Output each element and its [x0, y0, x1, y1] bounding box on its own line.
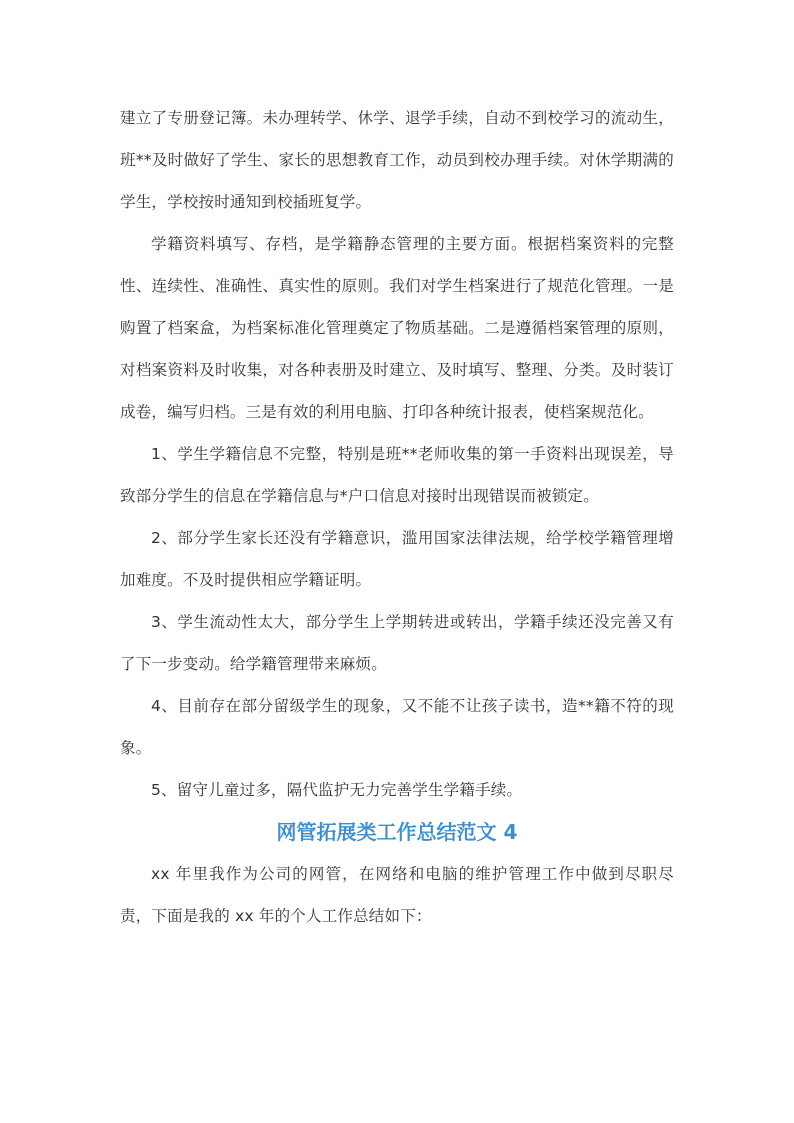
document-body: [120, 97, 674, 937]
section-heading: 网管拓展类工作总结范文 4: [276, 820, 518, 844]
list-item-1: 1、学生学籍信息不完整，特别是班**老师收集的第一手资料出现误差，导致部分学生的信息在学籍信息与*户口信息对接时出现错误而被锁定。: [120, 445, 674, 505]
paragraph-intro: xx 年里我作为公司的网管，在网络和电脑的维护管理工作中做到尽职尽责，下面是我的 xx 年的个人工作总结如下：: [120, 865, 674, 925]
paragraph-1: 建立了专册登记簿。未办理转学、休学、退学手续，自动不到校学习的流动生，班**及时做好了学生、家长的思想教育工作，动员到校办理手续。对休学期满的学生，学校按时通知到校插班复学。: [120, 109, 674, 211]
list-item-5: 5、留守儿童过多，隔代监护无力完善学生学籍手续。: [151, 781, 523, 799]
list-item-3: 3、学生流动性太大，部分学生上学期转进或转出，学籍手续还没完善又有了下一步变动。给学籍管理带来麻烦。: [120, 613, 674, 673]
paragraph-2: 学籍资料填写、存档，是学籍静态管理的主要方面。根据档案资料的完整性、连续性、准确性、真实性的原则。我们对学生档案进行了规范化管理。一是购置了档案盒，为档案标准化管理奠定了物质基础。二是遵循档案管理的原则，对档案资料及时收集，对各种表册及时建立、及时填写、整理、分类。及时装订成卷，编写归档。三是有效的利用电脑、打印各种统计报表，使档案规范化。: [120, 235, 674, 421]
list-item-4: 4、目前存在部分留级学生的现象，又不能不让孩子读书，造**籍不符的现象。: [120, 697, 674, 757]
list-item-2: 2、部分学生家长还没有学籍意识，滥用国家法律法规，给学校学籍管理增加难度。不及时提供相应学籍证明。: [120, 529, 674, 589]
